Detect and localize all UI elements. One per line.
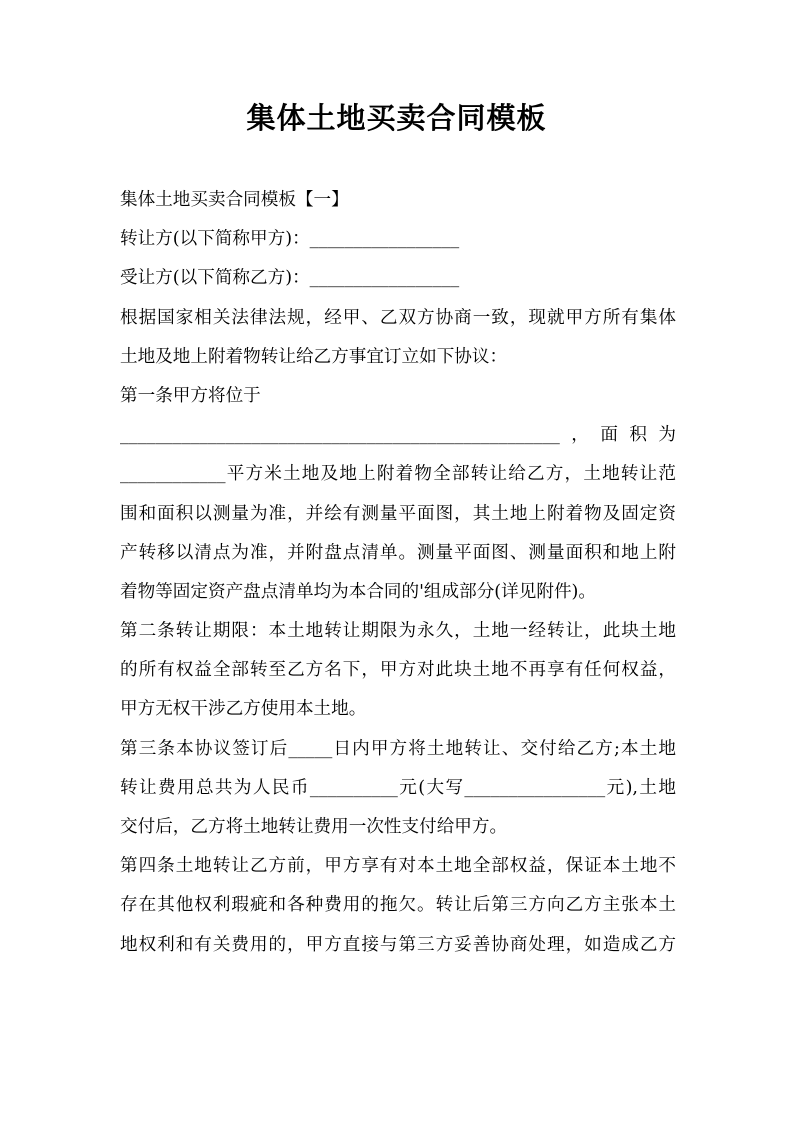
paragraph-line: 存在其他权利瑕疵和各种费用的拖欠。转让后第三方向乙方主张本土 xyxy=(120,895,676,916)
transferor-line: 转让方(以下简称甲方)：_________________ xyxy=(120,229,460,250)
document-title: 集体土地买卖合同模板 xyxy=(246,101,547,135)
paragraph-line: 甲方无权干涉乙方使用本土地。 xyxy=(120,699,367,720)
paragraph-line: __________________________________________________，面积为 xyxy=(120,425,676,446)
paragraph-line: 根据国家相关法律法规，经甲、乙双方协商一致，现就甲方所有集体 xyxy=(120,307,676,328)
paragraph-line: 产转移以清点为准，并附盘点清单。测量平面图、测量面积和地上附 xyxy=(120,542,676,563)
article-3-line: 第三条本协议签订后_____日内甲方将土地转让、交付给乙方;本土地 xyxy=(120,738,676,759)
transferee-line: 受让方(以下简称乙方)：_________________ xyxy=(120,268,460,289)
article-2-line: 第二条转让期限：本土地转让期限为永久，土地一经转让，此块土地 xyxy=(120,621,676,642)
paragraph-line: 围和面积以测量为准，并绘有测量平面图，其土地上附着物及固定资 xyxy=(120,503,676,524)
paragraph-line: ____________平方米土地及地上附着物全部转让给乙方，土地转让范 xyxy=(120,464,676,485)
paragraph-line: 着物等固定资产盘点清单均为本合同的'组成部分(详见附件)。 xyxy=(120,581,597,602)
paragraph-line: 交付后，乙方将土地转让费用一次性支付给甲方。 xyxy=(120,817,508,837)
paragraph-line: 土地及地上附着物转让给乙方事宜订立如下协议： xyxy=(120,346,508,367)
paragraph-line: 的所有权益全部转至乙方名下，甲方对此块土地不再享有任何权益， xyxy=(120,660,676,681)
paragraph-line: 转让费用总共为人民币__________元(大写________________元),土地 xyxy=(120,777,676,798)
section-heading: 集体土地买卖合同模板【一】 xyxy=(120,190,349,210)
paragraph-line: 地权利和有关费用的，甲方直接与第三方妥善协商处理，如造成乙方 xyxy=(120,934,676,955)
document-body xyxy=(120,181,676,965)
article-4-line: 第四条土地转让乙方前，甲方享有对本土地全部权益，保证本土地不 xyxy=(120,856,676,877)
article-1-heading: 第一条甲方将位于 xyxy=(120,385,261,406)
